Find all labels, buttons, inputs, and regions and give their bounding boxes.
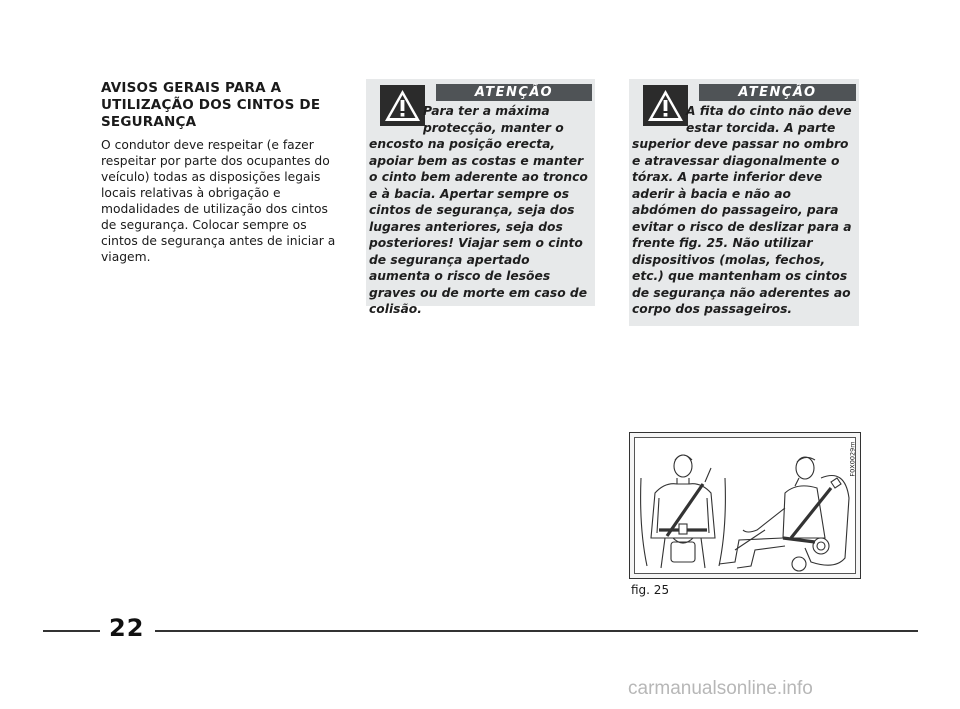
warning-box-1 — [366, 79, 595, 316]
page-number: 22 — [109, 614, 145, 642]
warning-label: ATENÇÃO — [699, 84, 856, 101]
section-body: O condutor deve respeitar (e fazer respeitar por parte dos ocupantes do veículo) todas as disposições legais locais relativas à obrigação e modalidades de utilização dos cintos de segurança. Colocar sempre os cintos de segurança antes de iniciar a viagem. — [101, 138, 336, 264]
warning-text: A fita do cinto não deve estar torcida. A parte superior deve passar no ombro e atravessar diagonalmente o tórax. A parte inferior deve aderir à bacia e não ao abdómen do passageiro, para evitar o risco de deslizar para a frente fig. 25. Não utilizar dispositivos (molas, fechos, etc.) que mantenham os cintos de segurança não aderentes ao corpo dos passageiros. — [632, 104, 852, 316]
section-heading: AVISOS GERAIS PARA A UTILIZAÇÃO DOS CINTOS DE SEGURANÇA — [101, 80, 321, 130]
warning-box-2 — [629, 79, 859, 326]
figure-code: F0X0029m — [848, 441, 857, 477]
illustration-frame — [634, 437, 856, 574]
warning-label: ATENÇÃO — [436, 84, 592, 101]
seated-passengers-drawing — [635, 438, 857, 575]
seatbelt-illustration — [629, 432, 861, 579]
warning-text-container — [632, 103, 856, 318]
warning-text-container — [369, 103, 592, 318]
figure-caption: fig. 25 — [631, 583, 670, 597]
footer-rule-right — [155, 630, 918, 632]
footer-rule-left — [43, 630, 100, 632]
warning-text: Para ter a máxima protecção, manter o encosto na posição erecta, apoiar bem as costas e manter o cinto bem aderente ao tronco e à bacia. Apertar sempre os cintos de segurança, seja dos lugares anteriores, seja dos posteriores! Viajar sem o cinto de segurança apertado aumenta o risco de lesões graves ou de morte em caso de colisão. — [369, 104, 588, 316]
watermark: carmanualsonline.info — [628, 678, 813, 699]
general-warnings-section — [101, 80, 341, 265]
